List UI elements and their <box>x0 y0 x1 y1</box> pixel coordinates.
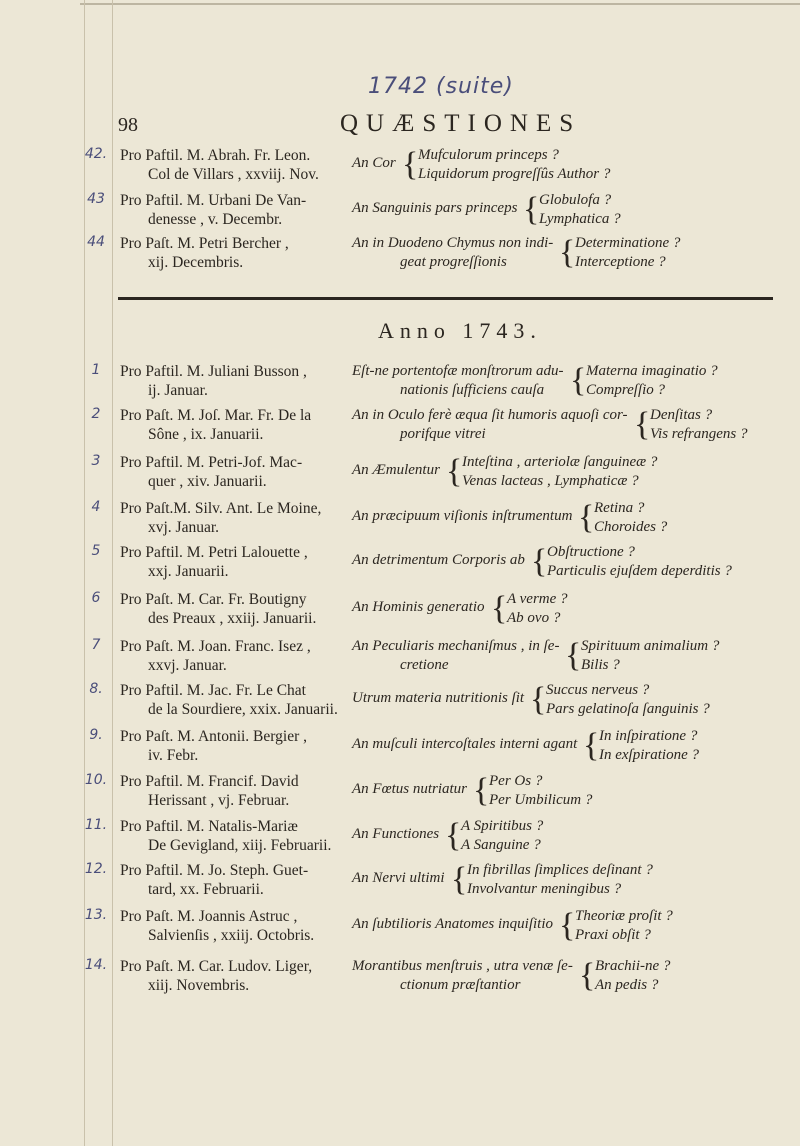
respondent-line-1: Pro Paſt. M. Car. Fr. Boutigny <box>120 591 307 608</box>
question-stem: An ſubtilioris Anatomes inquiſitio <box>352 916 553 932</box>
entry-marker: 3 <box>91 453 101 469</box>
respondent-line-2: Salvienſis , xxiij. Octobris. <box>148 927 315 944</box>
question-options <box>650 406 748 444</box>
question-stem <box>352 637 559 675</box>
question-options <box>546 681 710 719</box>
brace: { <box>634 406 651 443</box>
option-1: Inteſtina , arteriolæ ſanguineæ ? <box>462 454 658 470</box>
question-stem: An Hominis generatio <box>352 599 485 615</box>
question-options <box>581 637 719 675</box>
question-stem: An detrimentum Corporis ab <box>352 552 525 568</box>
page-number: 98 <box>118 114 138 136</box>
question-line-2: nationis ſufficiens cauſa <box>400 382 545 398</box>
question-stem: An muſculi intercoſtales interni agant <box>352 736 578 752</box>
question-options <box>586 362 718 400</box>
respondent-line-2: xxvj. Januar. <box>148 657 227 674</box>
respondent-line-1: Pro Paſt. M. Joan. Franc. Isez , <box>120 638 311 655</box>
respondent <box>120 406 342 444</box>
question-stem <box>352 234 553 272</box>
option-2: Lymphatica ? <box>539 211 621 227</box>
option-1: Succus nerveus ? <box>546 682 650 698</box>
respondent <box>120 772 342 810</box>
respondent <box>120 727 342 765</box>
question-line-1: Morantibus menſtruis , utra venæ ſe- <box>352 958 573 974</box>
option-2: Bilis ? <box>581 657 620 673</box>
question-options <box>595 957 670 995</box>
option-1: Mufculorum princeps ? <box>418 147 559 163</box>
question-line-1: An in Duodeno Chymus non indi- <box>352 235 554 251</box>
option-1: Per Os ? <box>489 773 543 789</box>
option-1: Obſtructione ? <box>547 544 635 560</box>
option-1: A verme ? <box>507 591 568 607</box>
option-1: Denſitas ? <box>650 407 713 423</box>
respondent-line-1: Pro Paftil. M. Juliani Busson , <box>120 363 307 380</box>
respondent <box>120 146 342 184</box>
respondent-line-2: de la Sourdiere, xxix. Januarii. <box>148 701 338 718</box>
respondent-line-2: des Preaux , xxiij. Januarii. <box>148 610 317 627</box>
question-options <box>547 543 732 581</box>
respondent <box>120 543 342 581</box>
handwritten-note: 1742 (suite) <box>368 74 514 99</box>
respondent-line-1: Pro Paftil. M. Jac. Fr. Le Chat <box>120 682 306 699</box>
question-options <box>575 234 680 272</box>
option-1: In inſpiratione ? <box>599 728 698 744</box>
question-stem: An Fœtus nutriatur <box>352 781 468 797</box>
respondent <box>120 499 342 537</box>
brace: { <box>531 543 548 580</box>
respondent-line-2: Sône , ix. Januarii. <box>148 426 264 443</box>
entry-marker: 2 <box>91 406 101 422</box>
option-2: Particulis ejuſdem deperditis ? <box>547 563 732 579</box>
respondent-line-2: xiij. Novembris. <box>148 977 250 994</box>
year-heading: Anno 1743. <box>378 318 542 343</box>
question-options <box>575 907 673 945</box>
question-stem <box>352 957 573 995</box>
option-2: Praxi obſit ? <box>575 927 651 943</box>
question-options <box>461 817 543 855</box>
entry-marker: 9. <box>89 727 103 743</box>
question-options <box>599 727 699 765</box>
brace: { <box>583 727 600 764</box>
brace: { <box>445 817 462 854</box>
question-line-2: cretione <box>400 657 449 673</box>
respondent-line-2: Col de Villars , xxviij. Nov. <box>148 166 319 183</box>
option-1: Materna imaginatio ? <box>586 363 718 379</box>
entry-marker: 11. <box>84 817 108 833</box>
entry-marker: 5 <box>91 543 101 559</box>
question-options <box>418 146 610 184</box>
brace: { <box>570 362 587 399</box>
brace: { <box>491 590 508 627</box>
respondent-line-1: Pro Paſt. M. Joannis Astruc , <box>120 908 298 925</box>
entry-marker: 14. <box>84 957 108 973</box>
question-stem <box>352 406 628 444</box>
option-2: In exſpiratione ? <box>599 747 699 763</box>
respondent-line-1: Pro Paſt. M. Antonii. Bergier , <box>120 728 308 745</box>
respondent-line-2: xxj. Januarii. <box>148 563 229 580</box>
page-title: QUÆSTIONES <box>340 110 582 137</box>
option-2: Per Umbilicum ? <box>489 792 593 808</box>
entry-marker: 43 <box>87 191 105 207</box>
question-stem: An Functiones <box>352 826 440 842</box>
respondent-line-2: tard, xx. Februarii. <box>148 881 264 898</box>
question-stem: An præcipuum viſionis inſtrumentum <box>352 508 573 524</box>
respondent-line-2: iv. Febr. <box>148 747 199 764</box>
option-1: Theoriæ proſit ? <box>575 908 673 924</box>
option-2: Compreſſio ? <box>586 382 666 398</box>
question-stem: An Cor <box>352 155 396 171</box>
brace: { <box>473 772 490 809</box>
question-stem <box>352 362 564 400</box>
question-options <box>539 191 621 229</box>
respondent-line-1: Pro Paftil. M. Petri-Jof. Mac- <box>120 454 303 471</box>
respondent <box>120 907 342 945</box>
thesis-entry <box>0 234 800 294</box>
respondent-line-1: Pro Paftil. M. Natalis-Mariæ <box>120 818 298 835</box>
respondent <box>120 362 342 400</box>
entry-marker: 8. <box>89 681 103 697</box>
respondent-line-1: Pro Paſt. M. Joſ. Mar. Fr. De la <box>120 407 312 424</box>
respondent-line-1: Pro Paſt. M. Car. Ludov. Liger, <box>120 958 313 975</box>
respondent-line-1: Pro Paſt. M. Petri Bercher , <box>120 235 289 252</box>
question-options <box>507 590 568 628</box>
option-2: Venas lacteas , Lymphaticæ ? <box>462 473 639 489</box>
top-edge-line <box>80 3 800 5</box>
brace: { <box>451 861 468 898</box>
option-1: In fibrillas ſimplices deſinant ? <box>467 862 653 878</box>
question-options <box>489 772 592 810</box>
question-line-1: Eſt-ne portentofæ monſtrorum adu- <box>352 363 564 379</box>
entry-marker: 12. <box>84 861 108 877</box>
brace: { <box>559 907 576 944</box>
option-1: A Spiritibus ? <box>461 818 544 834</box>
brace: { <box>565 637 582 674</box>
question-stem: Utrum materia nutritionis ſit <box>352 690 525 706</box>
entry-marker: 4 <box>91 499 101 515</box>
brace: { <box>578 499 595 536</box>
option-2: An pedis ? <box>595 977 659 993</box>
entry-marker: 6 <box>91 590 101 606</box>
respondent <box>120 817 342 855</box>
brace: { <box>530 681 547 718</box>
respondent-line-1: Pro Paftil. M. Urbani De Van- <box>120 192 307 209</box>
respondent-line-2: xij. Decembris. <box>148 254 244 271</box>
respondent-line-1: Pro Paſt.M. Silv. Ant. Le Moine, <box>120 500 322 517</box>
question-stem: An Nervi ultimi <box>352 870 445 886</box>
brace: { <box>446 453 463 490</box>
respondent <box>120 957 342 995</box>
respondent-line-1: Pro Paftil. M. Petri Lalouette , <box>120 544 308 561</box>
respondent-line-2: denesse , v. Decembr. <box>148 211 283 228</box>
thesis-entry <box>0 957 800 1017</box>
option-1: Brachii-ne ? <box>595 958 671 974</box>
respondent-line-2: ij. Januar. <box>148 382 208 399</box>
option-1: Retina ? <box>594 500 645 516</box>
question-line-2: geat progreſſionis <box>400 254 507 270</box>
respondent-line-1: Pro Paftil. M. Jo. Steph. Guet- <box>120 862 309 879</box>
respondent <box>120 234 342 272</box>
brace: { <box>559 234 576 271</box>
question-stem: An Sanguinis pars princeps <box>352 200 518 216</box>
respondent-line-2: Herissant , vj. Februar. <box>148 792 290 809</box>
option-1: Globulofa ? <box>539 192 612 208</box>
option-2: Ab ovo ? <box>507 610 561 626</box>
respondent-line-2: De Gevigland, xiij. Februarii. <box>148 837 332 854</box>
respondent <box>120 590 342 628</box>
question-line-1: An in Oculo ferè æqua ſit humoris aquoſi cor- <box>352 407 628 423</box>
brace: { <box>579 957 596 994</box>
option-2: Interceptione ? <box>575 254 666 270</box>
entry-marker: 7 <box>91 637 101 653</box>
respondent-line-1: Pro Paftil. M. Francif. David <box>120 773 299 790</box>
question-options <box>467 861 653 899</box>
respondent-line-2: xvj. Januar. <box>148 519 220 536</box>
question-options <box>594 499 667 537</box>
option-2: Pars gelatinoſa ſanguinis ? <box>546 701 710 717</box>
section-divider <box>118 297 773 300</box>
option-2: A Sanguine ? <box>461 837 541 853</box>
option-2: Choroides ? <box>594 519 668 535</box>
option-2: Vis refrangens ? <box>650 426 748 442</box>
option-2: Liquidorum progreſſûs Author ? <box>418 166 611 182</box>
question-options <box>462 453 657 491</box>
option-1: Spirituum animalium ? <box>581 638 720 654</box>
option-1: Determinatione ? <box>575 235 681 251</box>
question-stem: An Æmulentur <box>352 462 440 478</box>
question-line-2: ctionum præſtantior <box>400 977 521 993</box>
option-2: Involvantur meningibus ? <box>467 881 622 897</box>
entry-marker: 42. <box>84 146 108 162</box>
respondent <box>120 637 342 675</box>
respondent-line-1: Pro Paftil. M. Abrah. Fr. Leon. <box>120 147 311 164</box>
brace: { <box>402 146 419 183</box>
entry-marker: 10. <box>84 772 108 788</box>
respondent-line-2: quer , xiv. Januarii. <box>148 473 267 490</box>
entry-marker: 1 <box>91 362 101 378</box>
brace: { <box>523 191 540 228</box>
entry-marker: 13. <box>84 907 108 923</box>
entry-marker: 44 <box>87 234 105 250</box>
question-line-2: porifque vitrei <box>400 426 486 442</box>
respondent <box>120 861 342 899</box>
respondent <box>120 681 342 719</box>
question-line-1: An Peculiaris mechaniſmus , in ſe- <box>352 638 560 654</box>
respondent <box>120 453 342 491</box>
respondent <box>120 191 342 229</box>
